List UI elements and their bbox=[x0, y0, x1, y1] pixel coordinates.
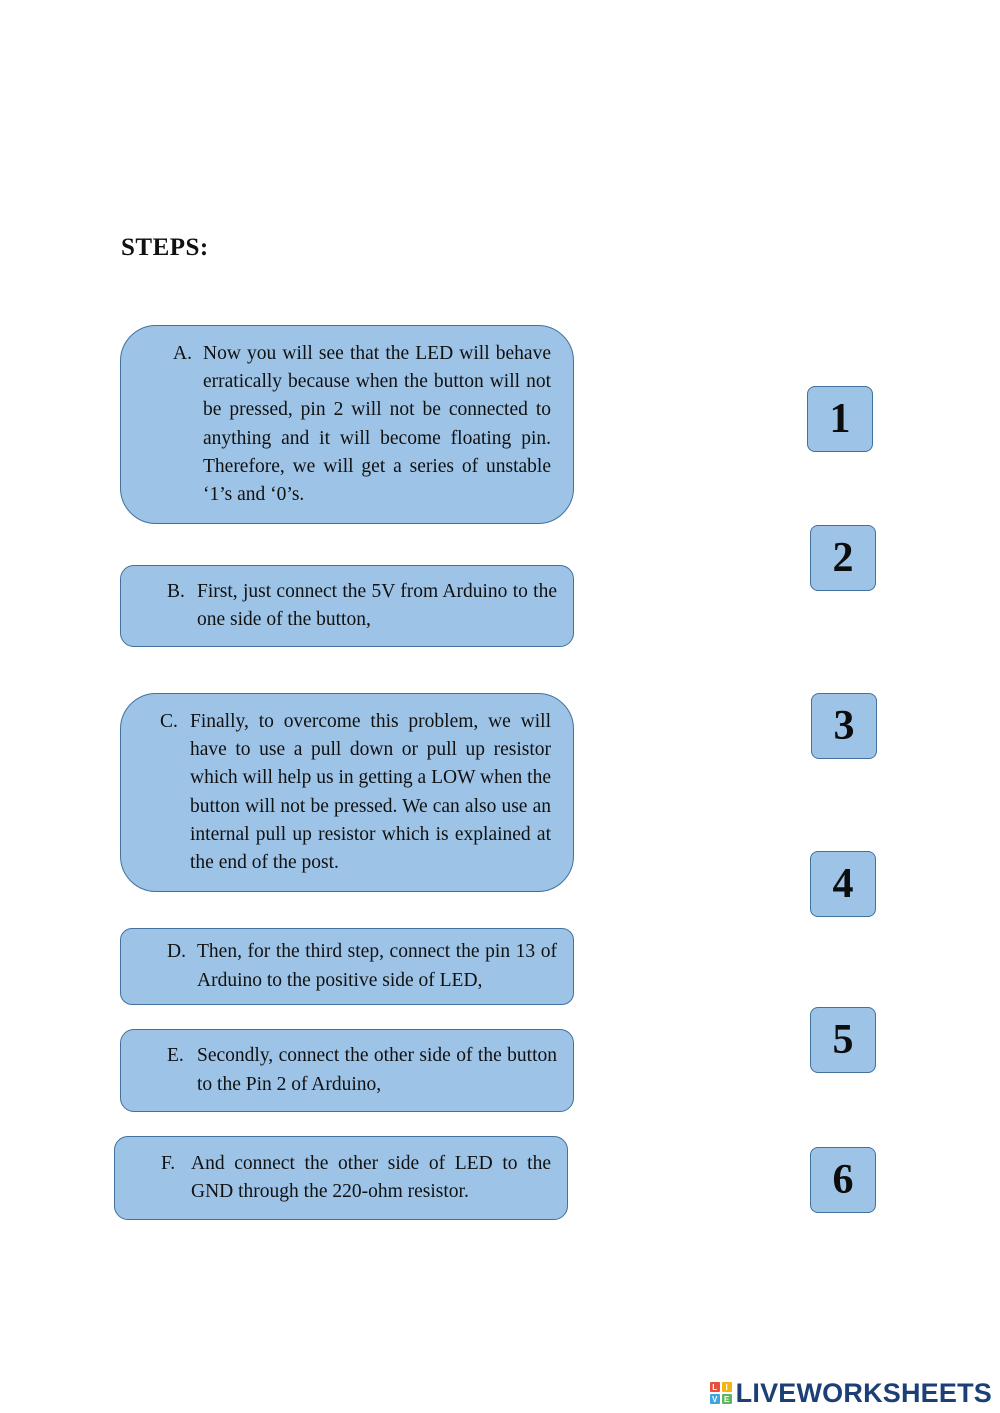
step-text: Now you will see that the LED will behave erratically because when the button will not be pressed, pin 2 will not be connected to anything and it will become floating pin. Therefore, we will get a series of unstable ‘1’s and ‘0’s. bbox=[203, 342, 551, 505]
step-letter: B. bbox=[167, 580, 185, 602]
step-text: Then, for the third step, connect the pin 13 of Arduino to the positive side of LED, bbox=[197, 941, 557, 991]
step-letter: D. bbox=[167, 941, 186, 963]
number-box-5[interactable]: 5 bbox=[810, 1007, 876, 1073]
step-box-f[interactable] bbox=[114, 1136, 568, 1220]
step-letter: F. bbox=[161, 1152, 176, 1174]
step-text: And connect the other side of LED to the GND through the 220-ohm resistor. bbox=[191, 1152, 551, 1202]
step-letter: A. bbox=[173, 342, 192, 364]
step-letter: E. bbox=[167, 1045, 184, 1067]
step-letter: C. bbox=[160, 710, 178, 732]
liveworksheets-logo-icon bbox=[710, 1382, 732, 1404]
brand-name: LIVEWORKSHEETS bbox=[735, 1377, 992, 1408]
step-text: Finally, to overcome this problem, we will have to use a pull down or pull up resistor which will help us in getting a LOW when the button will not be pressed. We can also use an internal pull up resistor which is explained at the end of the post. bbox=[190, 710, 551, 873]
page-heading: STEPS: bbox=[121, 234, 209, 261]
step-text: First, just connect the 5V from Arduino to the one side of the button, bbox=[197, 580, 557, 630]
number-box-1[interactable]: 1 bbox=[807, 386, 873, 452]
number-box-6[interactable]: 6 bbox=[810, 1147, 876, 1213]
step-box-c[interactable] bbox=[120, 693, 574, 892]
liveworksheets-brand bbox=[710, 1376, 992, 1410]
logo-letter: L bbox=[710, 1382, 720, 1392]
number-box-4[interactable]: 4 bbox=[810, 851, 876, 917]
logo-letter: I bbox=[722, 1382, 732, 1392]
step-box-b[interactable] bbox=[120, 565, 574, 647]
number-box-2[interactable]: 2 bbox=[810, 525, 876, 591]
logo-letter: V bbox=[710, 1394, 720, 1404]
logo-letter: E bbox=[722, 1394, 732, 1404]
step-box-e[interactable] bbox=[120, 1029, 574, 1112]
step-box-d[interactable] bbox=[120, 928, 574, 1005]
step-text: Secondly, connect the other side of the button to the Pin 2 of Arduino, bbox=[197, 1045, 557, 1095]
step-box-a[interactable] bbox=[120, 325, 574, 524]
number-box-3[interactable]: 3 bbox=[811, 693, 877, 759]
